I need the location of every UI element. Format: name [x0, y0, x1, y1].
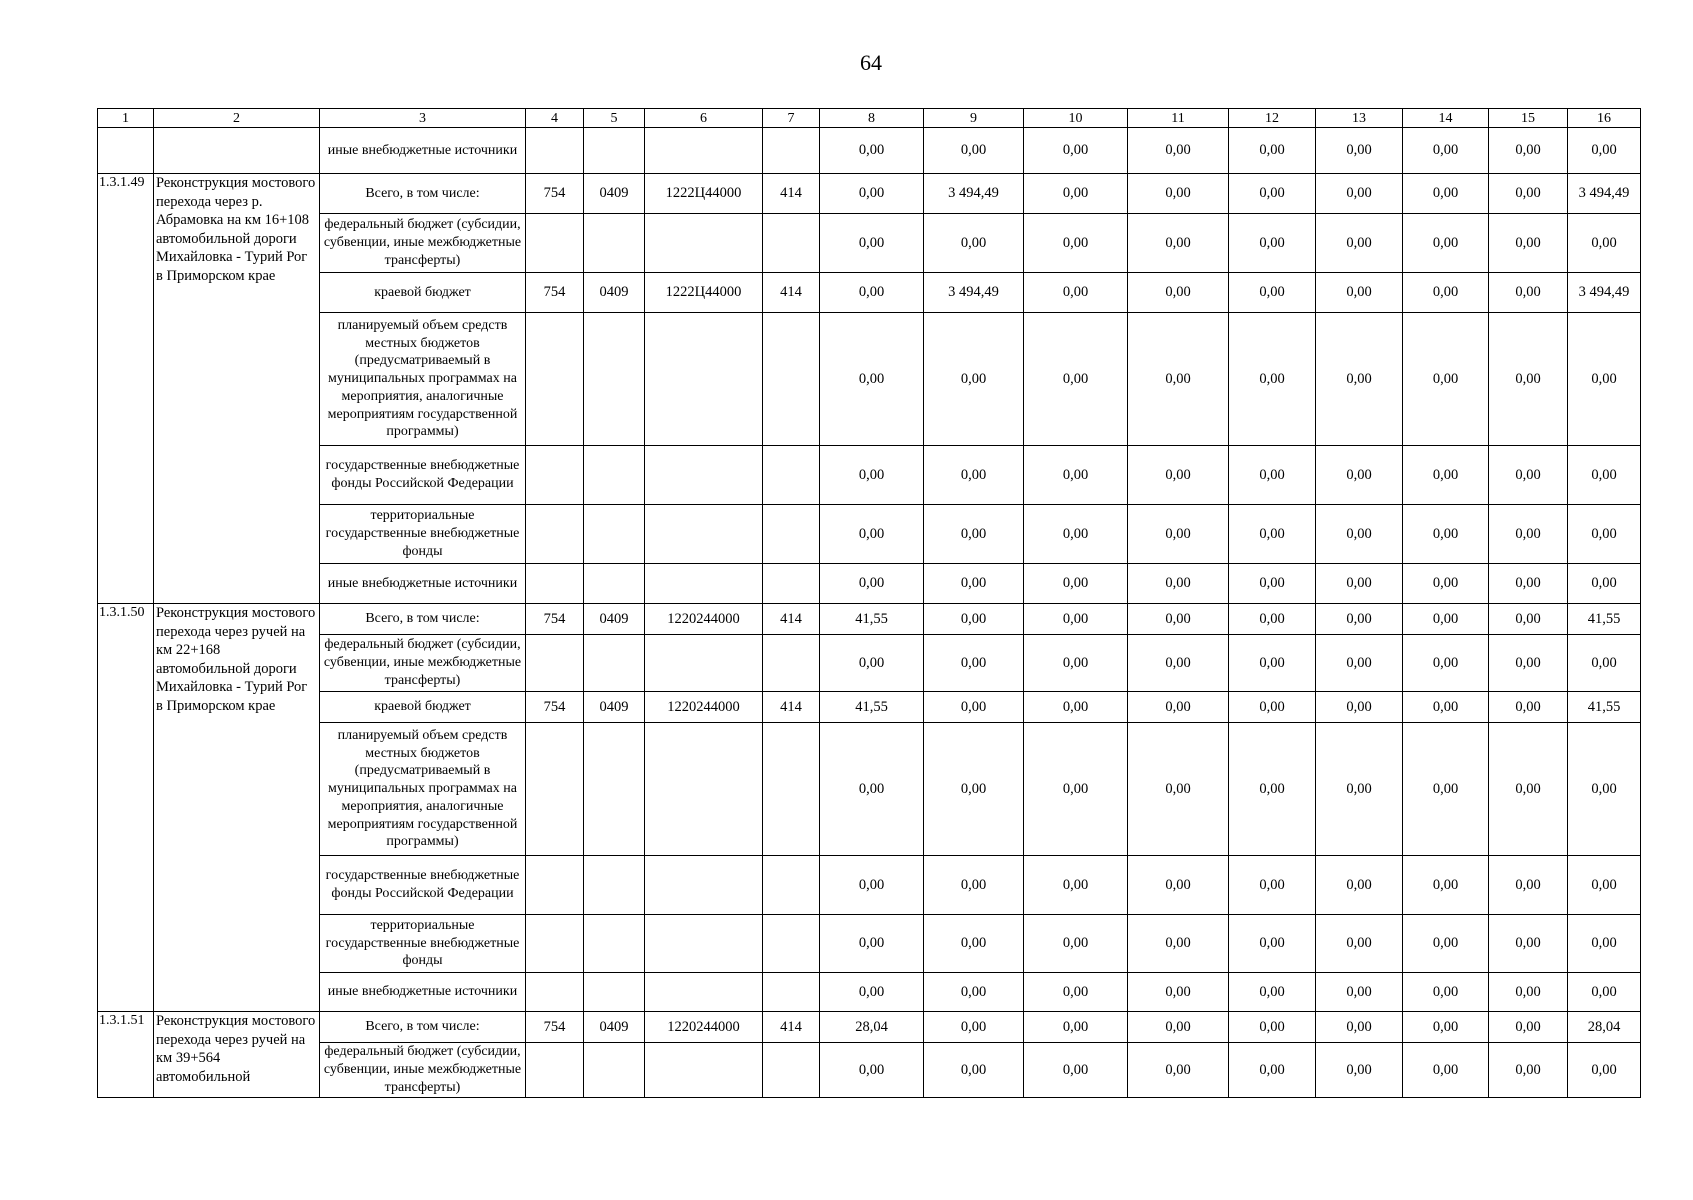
amount-cell: 0,00 — [1024, 174, 1128, 214]
column-number: 7 — [763, 109, 820, 128]
amount-cell: 0,00 — [1489, 635, 1568, 692]
amount-cell: 0,00 — [1229, 723, 1316, 856]
budget-code-cell — [763, 856, 820, 915]
amount-cell: 0,00 — [1568, 856, 1641, 915]
amount-cell: 0,00 — [1489, 1043, 1568, 1098]
budget-code-cell — [584, 446, 645, 505]
amount-cell: 0,00 — [1316, 692, 1403, 723]
budget-code-cell: 754 — [526, 604, 584, 635]
amount-cell: 0,00 — [1489, 313, 1568, 446]
budget-code-cell: 414 — [763, 1012, 820, 1043]
budget-code-cell — [526, 214, 584, 273]
column-number: 13 — [1316, 109, 1403, 128]
amount-cell: 0,00 — [1128, 1043, 1229, 1098]
amount-cell: 0,00 — [1403, 313, 1489, 446]
amount-cell: 0,00 — [820, 174, 924, 214]
column-number: 6 — [645, 109, 763, 128]
amount-cell: 0,00 — [1316, 174, 1403, 214]
budget-code-cell: 0409 — [584, 174, 645, 214]
table-row — [98, 446, 1641, 505]
budget-code-cell — [526, 915, 584, 973]
table-row — [98, 505, 1641, 564]
amount-cell: 0,00 — [1128, 635, 1229, 692]
amount-cell: 0,00 — [820, 214, 924, 273]
budget-code-cell: 754 — [526, 273, 584, 313]
budget-code-cell: 1222Ц44000 — [645, 174, 763, 214]
amount-cell: 0,00 — [1229, 128, 1316, 174]
amount-cell: 0,00 — [1403, 174, 1489, 214]
budget-code-cell — [645, 635, 763, 692]
budget-code-cell — [645, 1043, 763, 1098]
amount-cell: 0,00 — [1128, 446, 1229, 505]
table-row — [98, 1043, 1641, 1098]
amount-cell: 0,00 — [924, 692, 1024, 723]
budget-code-cell: 0409 — [584, 692, 645, 723]
amount-cell: 0,00 — [820, 635, 924, 692]
funding-source: иные внебюджетные источники — [320, 973, 526, 1012]
amount-cell: 0,00 — [1489, 505, 1568, 564]
amount-cell: 0,00 — [1489, 273, 1568, 313]
budget-table — [97, 108, 1641, 1098]
amount-cell: 3 494,49 — [1568, 273, 1641, 313]
amount-cell: 0,00 — [1316, 856, 1403, 915]
table-row — [98, 564, 1641, 604]
amount-cell: 0,00 — [820, 128, 924, 174]
amount-cell: 0,00 — [1024, 723, 1128, 856]
amount-cell: 0,00 — [1568, 635, 1641, 692]
table-row — [98, 973, 1641, 1012]
amount-cell: 0,00 — [1229, 174, 1316, 214]
amount-cell: 0,00 — [1024, 128, 1128, 174]
budget-code-cell — [645, 564, 763, 604]
amount-cell: 3 494,49 — [924, 273, 1024, 313]
amount-cell: 0,00 — [1489, 128, 1568, 174]
budget-code-cell — [526, 856, 584, 915]
amount-cell: 0,00 — [1489, 214, 1568, 273]
amount-cell: 0,00 — [1024, 214, 1128, 273]
table-row — [98, 692, 1641, 723]
column-number-row — [98, 109, 1641, 128]
table-row — [98, 1012, 1641, 1043]
measure-name: Реконструкция мостового перехода через ручей на км 39+564 автомобильной — [154, 1012, 320, 1098]
amount-cell: 0,00 — [1316, 273, 1403, 313]
amount-cell: 0,00 — [1403, 723, 1489, 856]
cell-empty — [98, 128, 154, 174]
table-row — [98, 128, 1641, 174]
budget-code-cell: 0409 — [584, 273, 645, 313]
amount-cell: 0,00 — [924, 723, 1024, 856]
amount-cell: 0,00 — [1128, 915, 1229, 973]
budget-code-cell — [763, 723, 820, 856]
budget-code-cell — [526, 564, 584, 604]
amount-cell: 0,00 — [1229, 1043, 1316, 1098]
amount-cell: 0,00 — [820, 313, 924, 446]
amount-cell: 0,00 — [1403, 505, 1489, 564]
amount-cell: 0,00 — [1128, 1012, 1229, 1043]
amount-cell: 0,00 — [924, 505, 1024, 564]
budget-code-cell — [584, 564, 645, 604]
budget-code-cell — [763, 1043, 820, 1098]
budget-code-cell — [584, 856, 645, 915]
funding-source: государственные внебюджетные фонды Российской Федерации — [320, 856, 526, 915]
amount-cell: 0,00 — [1128, 723, 1229, 856]
amount-cell: 28,04 — [1568, 1012, 1641, 1043]
amount-cell: 0,00 — [1489, 856, 1568, 915]
amount-cell: 0,00 — [1316, 214, 1403, 273]
budget-code-cell: 414 — [763, 692, 820, 723]
amount-cell: 0,00 — [1316, 723, 1403, 856]
budget-code-cell — [584, 1043, 645, 1098]
amount-cell: 0,00 — [1403, 214, 1489, 273]
amount-cell: 0,00 — [1229, 505, 1316, 564]
amount-cell: 0,00 — [1403, 128, 1489, 174]
amount-cell: 0,00 — [1489, 723, 1568, 856]
budget-code-cell — [645, 505, 763, 564]
amount-cell: 0,00 — [1024, 856, 1128, 915]
amount-cell: 0,00 — [1568, 915, 1641, 973]
budget-code-cell: 414 — [763, 604, 820, 635]
budget-code-cell — [645, 313, 763, 446]
measure-code: 1.3.1.51 — [98, 1012, 154, 1098]
measure-name: Реконструкция мостового перехода через р. Абрамовка на км 16+108 автомобильной дороги Михайловка - Турий Рог в Приморском крае — [154, 174, 320, 604]
budget-code-cell — [645, 973, 763, 1012]
amount-cell: 0,00 — [820, 723, 924, 856]
amount-cell: 0,00 — [1568, 313, 1641, 446]
amount-cell: 0,00 — [1403, 692, 1489, 723]
amount-cell: 0,00 — [1568, 128, 1641, 174]
amount-cell: 0,00 — [1024, 692, 1128, 723]
amount-cell: 0,00 — [1229, 604, 1316, 635]
page-number: 64 — [860, 50, 882, 75]
amount-cell: 0,00 — [1229, 915, 1316, 973]
amount-cell: 0,00 — [924, 604, 1024, 635]
budget-code-cell — [584, 915, 645, 973]
amount-cell: 0,00 — [1403, 915, 1489, 973]
funding-source: Всего, в том числе: — [320, 174, 526, 214]
budget-code-cell — [645, 214, 763, 273]
amount-cell: 0,00 — [1024, 1043, 1128, 1098]
table-row — [98, 723, 1641, 856]
amount-cell: 41,55 — [1568, 692, 1641, 723]
amount-cell: 0,00 — [1568, 446, 1641, 505]
budget-code-cell — [763, 505, 820, 564]
budget-code-cell — [645, 446, 763, 505]
budget-code-cell — [584, 973, 645, 1012]
amount-cell: 0,00 — [1128, 604, 1229, 635]
budget-code-cell — [526, 313, 584, 446]
amount-cell: 0,00 — [1568, 505, 1641, 564]
amount-cell: 0,00 — [1024, 1012, 1128, 1043]
amount-cell: 0,00 — [1128, 856, 1229, 915]
amount-cell: 0,00 — [1316, 505, 1403, 564]
amount-cell: 0,00 — [1403, 973, 1489, 1012]
budget-code-cell — [584, 723, 645, 856]
amount-cell: 0,00 — [820, 564, 924, 604]
amount-cell: 0,00 — [1316, 915, 1403, 973]
amount-cell: 0,00 — [924, 1012, 1024, 1043]
amount-cell: 0,00 — [1316, 564, 1403, 604]
budget-code-cell — [526, 505, 584, 564]
table-row — [98, 604, 1641, 635]
amount-cell: 0,00 — [1316, 973, 1403, 1012]
amount-cell: 0,00 — [1128, 174, 1229, 214]
budget-code-cell — [526, 973, 584, 1012]
amount-cell: 0,00 — [924, 915, 1024, 973]
funding-source: Всего, в том числе: — [320, 604, 526, 635]
amount-cell: 0,00 — [1229, 446, 1316, 505]
amount-cell: 0,00 — [1403, 856, 1489, 915]
amount-cell: 0,00 — [924, 973, 1024, 1012]
amount-cell: 0,00 — [1024, 505, 1128, 564]
amount-cell: 0,00 — [1024, 313, 1128, 446]
column-number: 4 — [526, 109, 584, 128]
table-row — [98, 214, 1641, 273]
funding-source: территориальные государственные внебюджетные фонды — [320, 915, 526, 973]
amount-cell: 0,00 — [1568, 564, 1641, 604]
funding-source: планируемый объем средств местных бюджетов (предусматриваемый в муниципальных программах на мероприятия, аналогичные мероприятиям государственной программы) — [320, 313, 526, 446]
amount-cell: 0,00 — [1229, 564, 1316, 604]
amount-cell: 0,00 — [1403, 1012, 1489, 1043]
funding-source: территориальные государственные внебюджетные фонды — [320, 505, 526, 564]
amount-cell: 0,00 — [1489, 1012, 1568, 1043]
amount-cell: 0,00 — [1316, 1043, 1403, 1098]
budget-code-cell: 754 — [526, 174, 584, 214]
amount-cell: 0,00 — [1128, 973, 1229, 1012]
amount-cell: 0,00 — [1128, 564, 1229, 604]
amount-cell: 0,00 — [1229, 273, 1316, 313]
amount-cell: 3 494,49 — [924, 174, 1024, 214]
table-row — [98, 856, 1641, 915]
amount-cell: 0,00 — [1489, 446, 1568, 505]
funding-source: краевой бюджет — [320, 692, 526, 723]
amount-cell: 41,55 — [820, 604, 924, 635]
amount-cell: 0,00 — [924, 1043, 1024, 1098]
amount-cell: 0,00 — [1024, 273, 1128, 313]
amount-cell: 0,00 — [1403, 564, 1489, 604]
column-number: 3 — [320, 109, 526, 128]
budget-code-cell — [645, 128, 763, 174]
column-number: 8 — [820, 109, 924, 128]
amount-cell: 0,00 — [1568, 1043, 1641, 1098]
amount-cell: 0,00 — [924, 856, 1024, 915]
budget-code-cell — [584, 214, 645, 273]
amount-cell: 0,00 — [820, 273, 924, 313]
budget-code-cell — [526, 128, 584, 174]
budget-code-cell — [584, 505, 645, 564]
amount-cell: 0,00 — [820, 973, 924, 1012]
amount-cell: 0,00 — [924, 635, 1024, 692]
budget-code-cell: 1220244000 — [645, 604, 763, 635]
amount-cell: 0,00 — [1403, 273, 1489, 313]
budget-code-cell — [763, 635, 820, 692]
column-number: 10 — [1024, 109, 1128, 128]
budget-code-cell — [763, 446, 820, 505]
budget-code-cell: 754 — [526, 1012, 584, 1043]
column-number: 9 — [924, 109, 1024, 128]
amount-cell: 0,00 — [1568, 723, 1641, 856]
amount-cell: 0,00 — [1128, 692, 1229, 723]
amount-cell: 0,00 — [1568, 214, 1641, 273]
amount-cell: 0,00 — [1316, 446, 1403, 505]
amount-cell: 0,00 — [1024, 635, 1128, 692]
amount-cell: 0,00 — [820, 1043, 924, 1098]
funding-source: краевой бюджет — [320, 273, 526, 313]
column-number: 12 — [1229, 109, 1316, 128]
budget-code-cell: 0409 — [584, 604, 645, 635]
amount-cell: 0,00 — [1403, 635, 1489, 692]
amount-cell: 0,00 — [1229, 692, 1316, 723]
funding-source: планируемый объем средств местных бюджетов (предусматриваемый в муниципальных программах на мероприятия, аналогичные мероприятиям государственной программы) — [320, 723, 526, 856]
funding-source: иные внебюджетные источники — [320, 564, 526, 604]
budget-code-cell: 0409 — [584, 1012, 645, 1043]
budget-code-cell — [526, 1043, 584, 1098]
budget-code-cell — [584, 128, 645, 174]
amount-cell: 0,00 — [1229, 635, 1316, 692]
amount-cell: 0,00 — [1489, 564, 1568, 604]
amount-cell: 0,00 — [1403, 604, 1489, 635]
budget-code-cell — [526, 723, 584, 856]
amount-cell: 3 494,49 — [1568, 174, 1641, 214]
budget-code-cell — [763, 564, 820, 604]
budget-code-cell: 754 — [526, 692, 584, 723]
amount-cell: 0,00 — [1128, 313, 1229, 446]
amount-cell: 0,00 — [924, 128, 1024, 174]
column-number: 2 — [154, 109, 320, 128]
amount-cell: 0,00 — [1229, 214, 1316, 273]
budget-code-cell — [763, 214, 820, 273]
amount-cell: 0,00 — [1316, 313, 1403, 446]
amount-cell: 0,00 — [1316, 604, 1403, 635]
amount-cell: 0,00 — [820, 446, 924, 505]
amount-cell: 0,00 — [924, 564, 1024, 604]
table-row — [98, 635, 1641, 692]
amount-cell: 0,00 — [1316, 635, 1403, 692]
amount-cell: 0,00 — [1229, 856, 1316, 915]
amount-cell: 0,00 — [1403, 1043, 1489, 1098]
amount-cell: 0,00 — [1316, 1012, 1403, 1043]
amount-cell: 0,00 — [1489, 692, 1568, 723]
budget-code-cell — [645, 915, 763, 973]
budget-code-cell: 1222Ц44000 — [645, 273, 763, 313]
amount-cell: 0,00 — [1024, 973, 1128, 1012]
table-row — [98, 915, 1641, 973]
budget-code-cell — [763, 915, 820, 973]
amount-cell: 0,00 — [1024, 915, 1128, 973]
budget-code-cell — [584, 635, 645, 692]
amount-cell: 0,00 — [1316, 128, 1403, 174]
cell-empty — [154, 128, 320, 174]
budget-code-cell — [645, 856, 763, 915]
measure-code: 1.3.1.50 — [98, 604, 154, 1012]
column-number: 16 — [1568, 109, 1641, 128]
amount-cell: 0,00 — [924, 214, 1024, 273]
budget-code-cell — [645, 723, 763, 856]
amount-cell: 0,00 — [1024, 446, 1128, 505]
budget-code-cell: 414 — [763, 174, 820, 214]
column-number: 15 — [1489, 109, 1568, 128]
column-number: 1 — [98, 109, 154, 128]
funding-source: иные внебюджетные источники — [320, 128, 526, 174]
amount-cell: 0,00 — [1128, 128, 1229, 174]
amount-cell: 0,00 — [1128, 505, 1229, 564]
funding-source: федеральный бюджет (субсидии, субвенции, иные межбюджетные трансферты) — [320, 214, 526, 273]
budget-code-cell — [763, 313, 820, 446]
amount-cell: 0,00 — [820, 505, 924, 564]
measure-name: Реконструкция мостового перехода через ручей на км 22+168 автомобильной дороги Михайловка - Турий Рог в Приморском крае — [154, 604, 320, 1012]
amount-cell: 0,00 — [1229, 973, 1316, 1012]
table-row — [98, 174, 1641, 214]
amount-cell: 0,00 — [1229, 313, 1316, 446]
measure-code: 1.3.1.49 — [98, 174, 154, 604]
amount-cell: 0,00 — [1489, 915, 1568, 973]
amount-cell: 0,00 — [1128, 273, 1229, 313]
column-number: 14 — [1403, 109, 1489, 128]
column-number: 11 — [1128, 109, 1229, 128]
amount-cell: 41,55 — [820, 692, 924, 723]
budget-code-cell — [526, 446, 584, 505]
amount-cell: 41,55 — [1568, 604, 1641, 635]
amount-cell: 0,00 — [1403, 446, 1489, 505]
budget-code-cell: 1220244000 — [645, 692, 763, 723]
amount-cell: 0,00 — [1128, 214, 1229, 273]
funding-source: федеральный бюджет (субсидии, субвенции, иные межбюджетные трансферты) — [320, 1043, 526, 1098]
amount-cell: 0,00 — [820, 915, 924, 973]
amount-cell: 0,00 — [1489, 604, 1568, 635]
amount-cell: 0,00 — [1229, 1012, 1316, 1043]
column-number: 5 — [584, 109, 645, 128]
amount-cell: 0,00 — [820, 856, 924, 915]
budget-code-cell — [584, 313, 645, 446]
amount-cell: 0,00 — [1489, 973, 1568, 1012]
funding-source: Всего, в том числе: — [320, 1012, 526, 1043]
amount-cell: 0,00 — [924, 313, 1024, 446]
funding-source: федеральный бюджет (субсидии, субвенции, иные межбюджетные трансферты) — [320, 635, 526, 692]
budget-code-cell: 1220244000 — [645, 1012, 763, 1043]
budget-code-cell — [763, 973, 820, 1012]
table-row — [98, 273, 1641, 313]
amount-cell: 0,00 — [1024, 604, 1128, 635]
amount-cell: 28,04 — [820, 1012, 924, 1043]
budget-code-cell — [763, 128, 820, 174]
amount-cell: 0,00 — [924, 446, 1024, 505]
budget-code-cell — [526, 635, 584, 692]
amount-cell: 0,00 — [1568, 973, 1641, 1012]
amount-cell: 0,00 — [1489, 174, 1568, 214]
amount-cell: 0,00 — [1024, 564, 1128, 604]
budget-code-cell: 414 — [763, 273, 820, 313]
funding-source: государственные внебюджетные фонды Российской Федерации — [320, 446, 526, 505]
table-row — [98, 313, 1641, 446]
